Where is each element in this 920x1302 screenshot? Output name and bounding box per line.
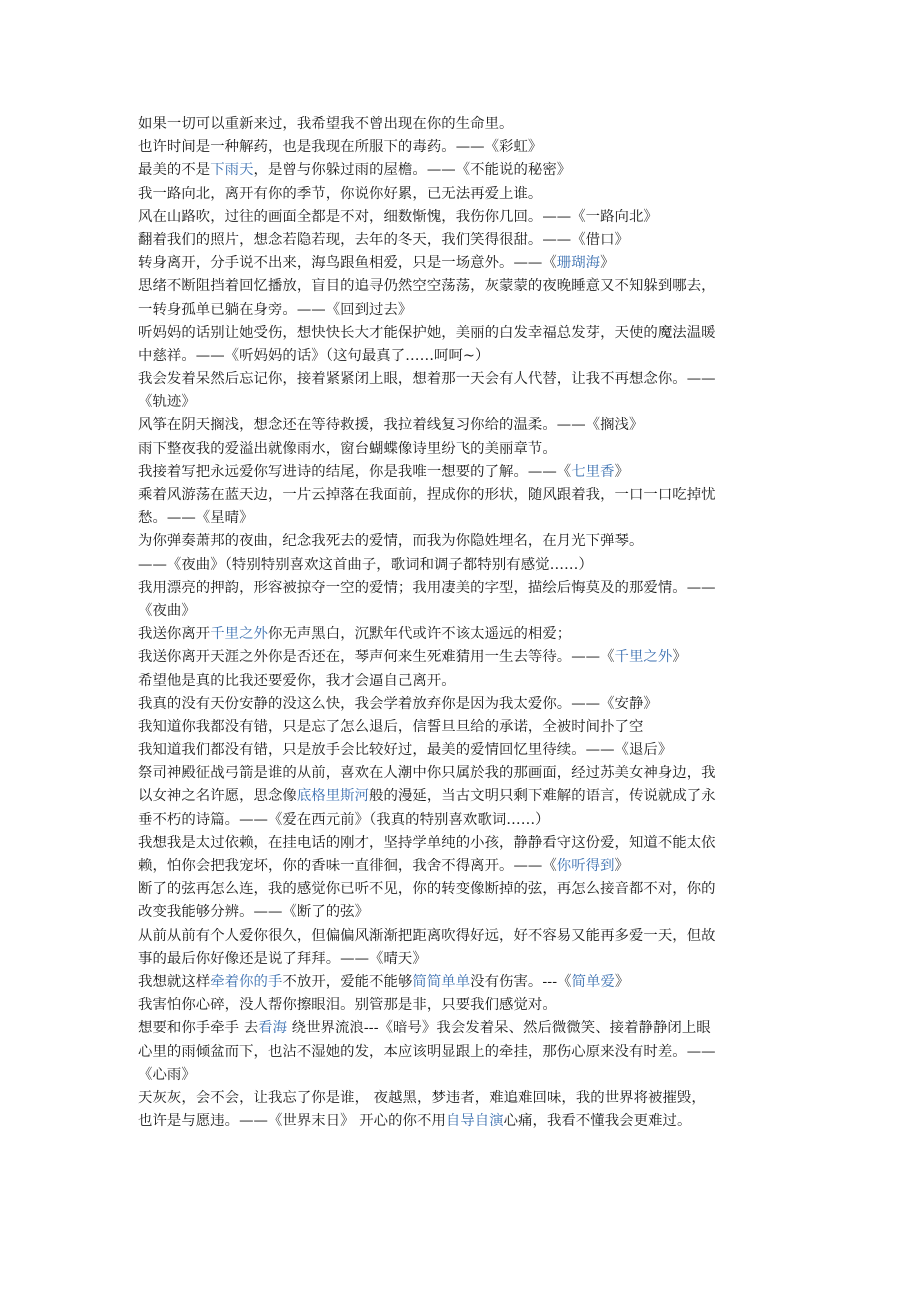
text-segment: 我真的没有天份安静的没这么快，我会学着放弃你是因为我太爱你。——《安静》 [138, 695, 658, 712]
text-segment: 》 [672, 649, 687, 666]
text-line [138, 136, 788, 159]
text-segment: 我知道你我都没有错，只是忘了怎么退后，信誓旦旦给的承诺，全被时间扑了空 [138, 718, 644, 735]
text-segment: 我知道我们都没有错，只是放手会比较好过，最美的爱情回忆里待续。——《退后》 [138, 742, 673, 759]
song-link[interactable]: 牵着你的手 [210, 973, 283, 990]
text-line [138, 809, 788, 832]
text-line [138, 554, 788, 577]
text-line [138, 461, 788, 484]
text-segment: 》 [600, 255, 615, 272]
text-segment: 》 [614, 973, 630, 990]
text-segment: 也许是与愿违。——《世界末日》 开心的你不用 [138, 1113, 446, 1130]
text-line [138, 484, 788, 507]
text-segment: 愁。——《星晴》 [138, 510, 254, 527]
text-segment: 不放开，爱能不能够 [282, 973, 413, 990]
text-segment: 我一路向北，离开有你的季节，你说你好累，已无法再爱上谁。 [138, 185, 543, 202]
text-segment: 听妈妈的话别让她受伤，想快快长大才能保护她，美丽的白发幸福总发芽，天使的魔法温暖 [138, 324, 716, 341]
lyrics-text-block [138, 113, 788, 1133]
text-line [138, 762, 788, 785]
text-line [138, 925, 788, 948]
text-segment: 我害怕你心碎，没人帮你擦眼泪。别管那是非，只要我们感觉对。 [138, 997, 557, 1014]
text-line [138, 739, 788, 762]
text-line [138, 577, 788, 600]
text-segment: 没有伤害。---《 [470, 973, 572, 990]
song-link[interactable]: 你听得到 [556, 858, 615, 874]
text-line [138, 1087, 788, 1110]
text-line [138, 507, 788, 530]
text-segment: 事的最后你好像还是说了拜拜。——《晴天》 [138, 950, 427, 967]
text-segment: 我送你离开天涯之外你是否还在，琴声何来生死难猜用一生去等待。——《 [138, 649, 615, 666]
song-link[interactable]: 自导自演 [445, 1113, 504, 1130]
text-segment: 断了的弦再怎么连，我的感觉你已听不见，你的转变像断掉的弦，再怎么接音都不对，你的 [138, 881, 716, 898]
text-segment: 乘着风游荡在蓝天边，一片云掉落在我面前，捏成你的形状，随风跟着我，一口一口吃掉忧 [138, 487, 716, 503]
text-line [138, 994, 788, 1017]
text-segment: 》 [614, 463, 630, 480]
text-segment: 《轨迹》 [138, 394, 196, 411]
text-segment: 心痛，我看不懂我会更难过。 [503, 1113, 692, 1130]
text-segment: 风在山路吹，过往的画面全都是不对，细数惭愧，我伤你几回。——《一路向北》 [138, 208, 658, 225]
text-line [138, 299, 788, 322]
text-segment: ——《夜曲》（特别特别喜欢这首曲子，歌词和调子都特别有感觉……） [138, 556, 593, 573]
song-link[interactable]: 底格里斯河 [296, 788, 370, 805]
song-link[interactable]: 简单爱 [571, 973, 615, 990]
text-line [138, 901, 788, 924]
text-segment: 我想就这样 [138, 973, 211, 990]
text-segment: 雨下整夜我的爱溢出就像雨水，窗台蝴蝶像诗里纷飞的美丽章节。 [138, 440, 557, 457]
text-line [138, 368, 788, 391]
text-segment: 我送你离开 [138, 626, 211, 643]
text-segment: 我用漂亮的押韵，形容被掠夺一空的爱情；我用凄美的字型，描绘后悔莫及的那爱情。—— [138, 579, 716, 596]
song-link[interactable]: 看海 [258, 1020, 288, 1037]
text-segment: 祭司神殿征战弓箭是谁的从前，喜欢在人潮中你只属於我的那画面，经过苏美女神身边，我 [138, 765, 716, 782]
text-line [138, 345, 788, 368]
text-line [138, 1017, 788, 1040]
text-segment: 改变我能够分辨。——《断了的弦》 [138, 904, 370, 921]
text-segment: 以女神之名许愿，思念像 [138, 788, 297, 805]
song-link[interactable]: 七里香 [571, 463, 615, 480]
text-segment: 我想我是太过依赖，在挂电话的刚才，坚持学单纯的小孩，静静看守这份爱，知道不能太依 [138, 834, 716, 851]
text-line [138, 252, 788, 275]
text-line [138, 670, 788, 693]
text-line [138, 183, 788, 206]
song-link[interactable]: 珊瑚海 [556, 255, 601, 272]
text-segment: 翻着我们的照片，想念若隐若现，去年的冬天，我们笑得很甜。——《借口》 [138, 231, 629, 248]
text-line [138, 113, 788, 136]
text-line [138, 693, 788, 716]
text-segment: 为你弹奏萧邦的夜曲，纪念我死去的爱情，而我为你隐姓埋名，在月光下弹琴。 [138, 533, 644, 550]
text-line [138, 785, 788, 808]
text-segment: 垂不朽的诗篇。——《爱在西元前》（我真的特别喜欢歌词……） [138, 811, 550, 828]
text-line [138, 855, 788, 878]
text-line [138, 878, 788, 901]
text-line [138, 229, 788, 252]
song-link[interactable]: 千里之外 [614, 649, 673, 666]
text-line [138, 1041, 788, 1064]
text-line [138, 600, 788, 623]
song-link[interactable]: 简简单单 [412, 973, 471, 990]
text-segment: 心里的雨倾盆而下，也沾不湿她的发，本应该明显跟上的牵挂，那伤心原来没有时差。—— [138, 1043, 716, 1060]
text-line [138, 623, 788, 646]
text-segment: 希望他是真的比我还要爱你，我才会逼自己离开。 [138, 672, 456, 689]
text-segment: 想要和你手牵手 去 [138, 1020, 259, 1037]
text-line [138, 948, 788, 971]
text-segment: 从前从前有个人爱你很久，但偏偏风渐渐把距离吹得好远，好不容易又能再多爱一天，但故 [138, 927, 716, 944]
text-line [138, 206, 788, 229]
text-line [138, 438, 788, 461]
text-segment: 般的漫延，当古文明只剩下难解的语言，传说就成了永 [369, 788, 716, 805]
text-segment: 如果一切可以重新来过，我希望我不曾出现在你的生命里。 [138, 116, 514, 132]
text-segment: 思绪不断阻挡着回忆播放，盲目的追寻仍然空空荡荡，灰蒙蒙的夜晚睡意又不知躲到哪去， [138, 278, 716, 295]
text-segment: 最美的不是 [138, 162, 211, 179]
text-segment: 《心雨》 [138, 1066, 196, 1083]
text-line [138, 716, 788, 739]
song-link[interactable]: 千里之外 [210, 626, 268, 643]
text-segment: 也许时间是一种解药，也是我现在所服下的毒药。——《彩虹》 [138, 139, 543, 156]
text-line [138, 159, 788, 182]
text-segment: 天灰灰，会不会，让我忘了你是谁， 夜越黑，梦违者，难追难回味，我的世界将被摧毁， [138, 1089, 706, 1106]
text-segment: 绕世界流浪---《暗号》我会发着呆、然后微微笑、接着静静闭上眼 [287, 1020, 711, 1037]
text-segment: 》 [614, 858, 629, 874]
text-segment: 我接着写把永远爱你写进诗的结尾，你是我唯一想要的了解。——《 [138, 463, 572, 480]
text-segment: 转身离开，分手说不出来，海鸟跟鱼相爱，只是一场意外。——《 [138, 255, 557, 272]
text-segment: 风筝在阴天搁浅，想念还在等待救援，我拉着线复习你给的温柔。——《搁浅》 [138, 417, 644, 434]
song-link[interactable]: 下雨天 [210, 162, 254, 179]
text-segment: 你无声黑白，沉默年代或许不该太遥远的相爱； [267, 626, 572, 643]
text-line [138, 530, 788, 553]
text-line [138, 322, 788, 345]
text-segment: 《夜曲》 [138, 602, 196, 619]
text-line [138, 391, 788, 414]
text-line [138, 1110, 788, 1133]
text-segment: 一转身孤单已躺在身旁。——《回到过去》 [138, 301, 413, 318]
text-segment: 我会发着呆然后忘记你，接着紧紧闭上眼，想着那一天会有人代替，让我不再想念你。—— [138, 371, 716, 388]
text-line [138, 414, 788, 437]
text-line [138, 971, 788, 994]
text-segment: ，是曾与你躲过雨的屋檐。——《不能说的秘密》 [253, 162, 572, 179]
text-segment: 中慈祥。——《听妈妈的话》（这句最真了……呵呵~） [138, 347, 490, 364]
text-line [138, 832, 788, 855]
text-segment: 赖，怕你会把我宠坏，你的香味一直徘徊，我舍不得离开。——《 [138, 858, 557, 874]
text-line [138, 275, 788, 298]
text-line [138, 1064, 788, 1087]
text-line [138, 646, 788, 669]
